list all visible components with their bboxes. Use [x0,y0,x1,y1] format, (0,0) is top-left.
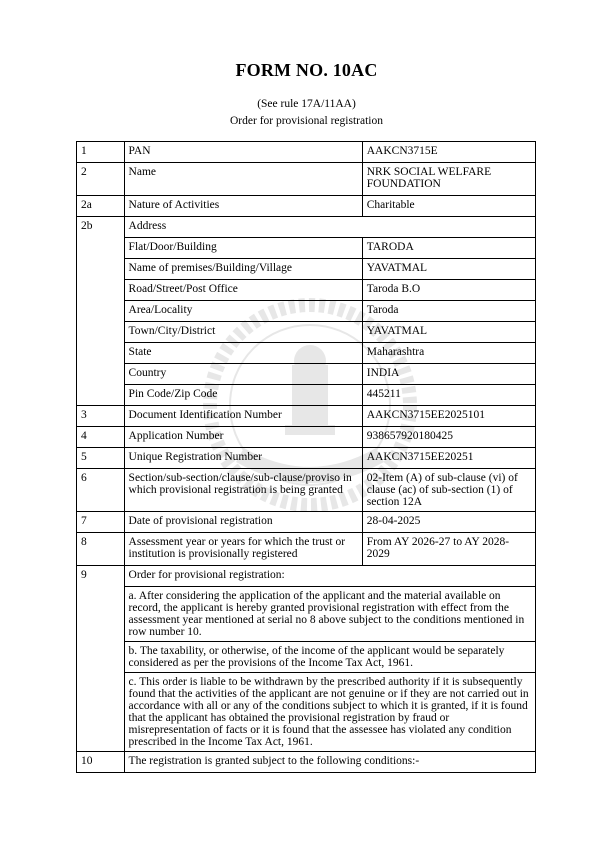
table-row [77,469,536,512]
address-row [77,238,536,259]
address-value: INDIA [362,364,535,385]
address-row [77,301,536,322]
row-number: 1 [77,142,125,163]
address-label: Area/Locality [124,301,362,322]
row-number: 5 [77,448,125,469]
address-value: Taroda [362,301,535,322]
order-paragraph-row [77,642,536,673]
row-value: NRK SOCIAL WELFARE FOUNDATION [362,163,535,196]
form-title: FORM NO. 10AC [235,60,378,80]
address-value: Maharashtra [362,343,535,364]
table-row [77,142,536,163]
address-row [77,343,536,364]
order-paragraph-b: b. The taxability, or otherwise, of the income of the applicant would be separately considered as per the provisions of the Income Tax Act, 1961. [124,642,535,673]
row-number: 9 [77,566,125,752]
row-label: Address [124,217,535,238]
table-row [77,217,536,238]
row-label: Unique Registration Number [124,448,362,469]
address-label: Road/Street/Post Office [124,280,362,301]
row-label: Application Number [124,427,362,448]
row-label: Date of provisional registration [124,512,362,533]
table-row [77,448,536,469]
row-number: 2 [77,163,125,196]
row-value: AAKCN3715E [362,142,535,163]
row-value: Charitable [362,196,535,217]
address-label: Country [124,364,362,385]
address-row [77,385,536,406]
address-value: Taroda B.O [362,280,535,301]
row-number: 2a [77,196,125,217]
address-row [77,322,536,343]
form-subtitle: Order for provisional registration [230,115,383,127]
row-number: 6 [77,469,125,512]
address-value: TARODA [362,238,535,259]
address-value: 445211 [362,385,535,406]
address-label: Town/City/District [124,322,362,343]
rule-reference: (See rule 17A/11AA) [257,98,356,110]
address-row [77,280,536,301]
order-paragraph-row [77,587,536,642]
row-number: 10 [77,752,125,773]
table-row [77,406,536,427]
row-value: From AY 2026-27 to AY 2028-2029 [362,533,535,566]
order-paragraph-a: a. After considering the application of the applicant and the material available on record, the applicant is hereby granted provisional registration with effect from the assessment year mentioned at serial no 8 above subject to the conditions mentioned in row number 10. [124,587,535,642]
row-label: Order for provisional registration: [124,566,535,587]
table-row [77,512,536,533]
address-label: Flat/Door/Building [124,238,362,259]
table-row [77,196,536,217]
table-row [77,752,536,773]
row-value: 938657920180425 [362,427,535,448]
registration-table [76,141,536,773]
row-value: AAKCN3715EE20251 [362,448,535,469]
row-label: PAN [124,142,362,163]
row-value: 28-04-2025 [362,512,535,533]
row-value: AAKCN3715EE2025101 [362,406,535,427]
address-label: State [124,343,362,364]
table-row [77,533,536,566]
row-label: Name [124,163,362,196]
address-label: Name of premises/Building/Village [124,259,362,280]
row-label: Nature of Activities [124,196,362,217]
row-value: 02-Item (A) of sub-clause (vi) of clause (ac) of sub-section (1) of section 12A [362,469,535,512]
table-row [77,163,536,196]
row-number: 8 [77,533,125,566]
address-value: YAVATMAL [362,322,535,343]
row-number: 4 [77,427,125,448]
row-label: Assessment year or years for which the trust or institution is provisionally registered [124,533,362,566]
order-paragraph-c: c. This order is liable to be withdrawn by the prescribed authority if it is subsequently found that the activities of the applicant are not genuine or if they are not carried out in accordance with all or any of the conditions subject to which it is granted, if it is found that the applicant has obtained the provisional registration by fraud or misrepresentation of facts or it is found that the assessee has violated any condition prescribed in the Income Tax Act, 1961. [124,673,535,752]
row-number: 2b [77,217,125,406]
address-row [77,364,536,385]
row-label: Document Identification Number [124,406,362,427]
address-label: Pin Code/Zip Code [124,385,362,406]
table-row [77,566,536,587]
row-label: Section/sub-section/clause/sub-clause/proviso in which provisional registration is being granted [124,469,362,512]
address-value: YAVATMAL [362,259,535,280]
row-number: 3 [77,406,125,427]
row-number: 7 [77,512,125,533]
order-paragraph-row [77,673,536,752]
table-row [77,427,536,448]
address-row [77,259,536,280]
row-label: The registration is granted subject to the following conditions:- [124,752,535,773]
